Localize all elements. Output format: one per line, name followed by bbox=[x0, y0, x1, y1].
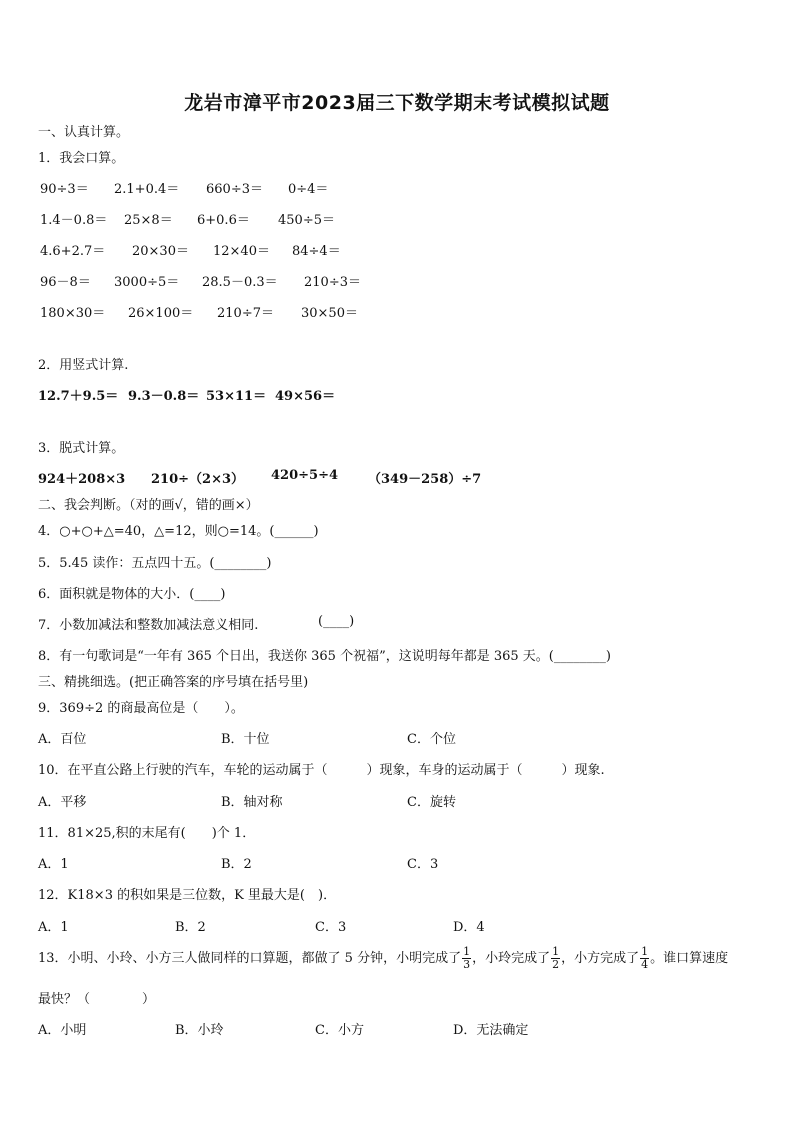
question-9-stem: 9．369÷2 的商最高位是（ ）。 bbox=[38, 701, 244, 716]
calc-item: 660÷3＝ bbox=[206, 182, 263, 197]
calc-item: 3000÷5＝ bbox=[114, 275, 180, 290]
step-calc-item: 420÷5÷4 bbox=[271, 468, 339, 483]
question-13-stem bbox=[38, 944, 728, 974]
option-d: D．无法确定 bbox=[453, 1023, 529, 1038]
calc-item: 6+0.6＝ bbox=[197, 213, 250, 228]
calc-item: 0÷4＝ bbox=[288, 182, 329, 197]
vertical-calc-item: 53×11＝ bbox=[206, 389, 267, 404]
option-a: A．平移 bbox=[38, 795, 87, 810]
section-heading-2: 二、我会判断。（对的画√，错的画×） bbox=[38, 498, 259, 513]
option-a: A．小明 bbox=[38, 1023, 87, 1038]
step-calc-item: 210÷（2×3） bbox=[151, 472, 245, 487]
calc-item: 84÷4＝ bbox=[292, 244, 341, 259]
q13-stem-part: 13．小明、小玲、小方三人做同样的口算题，都做了 5 分钟，小明完成了 bbox=[38, 951, 462, 966]
calc-item: 1.4－0.8＝ bbox=[40, 213, 108, 228]
vertical-calc-item: 49×56＝ bbox=[275, 389, 336, 404]
question-1-label: 1．我会口算。 bbox=[38, 151, 125, 166]
option-c: C．3 bbox=[315, 920, 347, 935]
option-c: C．小方 bbox=[315, 1023, 364, 1038]
fraction-numerator: 1 bbox=[641, 945, 649, 958]
calc-item: 12×40＝ bbox=[213, 244, 270, 259]
fraction-denominator: 3 bbox=[463, 958, 471, 971]
section-heading-3: 三、精挑细选。(把正确答案的序号填在括号里) bbox=[38, 675, 309, 690]
section-heading-1: 一、认真计算。 bbox=[38, 125, 130, 140]
calc-item: 28.5－0.3＝ bbox=[202, 275, 278, 290]
calc-item: 25×8＝ bbox=[124, 213, 173, 228]
option-a: A．百位 bbox=[38, 732, 87, 747]
q13-stem-part: ，小方完成了 bbox=[561, 951, 640, 966]
option-b: B．小玲 bbox=[175, 1023, 224, 1038]
vertical-calc-item: 12.7＋9.5＝ bbox=[38, 389, 119, 404]
fraction-numerator: 1 bbox=[552, 945, 560, 958]
q13-stem-part: 。谁口算速度 bbox=[650, 951, 729, 966]
calc-item: 4.6+2.7＝ bbox=[40, 244, 106, 259]
question-7: 7．小数加减法和整数加减法意义相同. bbox=[38, 618, 259, 633]
calc-item: 90÷3＝ bbox=[40, 182, 89, 197]
option-b: B．2 bbox=[221, 857, 252, 872]
calc-item: 20×30＝ bbox=[132, 244, 189, 259]
question-2-label: 2．用竖式计算. bbox=[38, 358, 129, 373]
fraction-one-quarter bbox=[640, 946, 649, 971]
page-title: 龙岩市漳平市2023届三下数学期末考试模拟试题 bbox=[184, 92, 610, 114]
calc-item: 210÷3＝ bbox=[304, 275, 361, 290]
option-c: C．个位 bbox=[407, 732, 456, 747]
option-d: D．4 bbox=[453, 920, 485, 935]
fraction-numerator: 1 bbox=[463, 945, 471, 958]
option-c: C．旋转 bbox=[407, 795, 456, 810]
q13-stem-part: ，小玲完成了 bbox=[472, 951, 551, 966]
question-11-stem: 11．81×25,积的末尾有( )个 1． bbox=[38, 826, 256, 841]
question-4: 4．○+○+△=40，△=12，则○=14。(______) bbox=[38, 524, 319, 539]
fraction-denominator: 2 bbox=[552, 958, 560, 971]
option-b: B．2 bbox=[175, 920, 206, 935]
question-8: 8．有一句歌词是“一年有 365 个日出，我送你 365 个祝福”，这说明每年都是 365 天。(________) bbox=[38, 649, 611, 664]
question-13-line2: 最快？（ ） bbox=[38, 992, 156, 1007]
step-calc-item: （349－258）÷7 bbox=[368, 472, 482, 487]
calc-item: 96－8＝ bbox=[40, 275, 91, 290]
question-5: 5．5.45 读作：五点四十五。(________) bbox=[38, 556, 272, 571]
fraction-one-half bbox=[551, 946, 560, 971]
calc-item: 26×100＝ bbox=[128, 306, 194, 321]
calc-item: 210÷7＝ bbox=[217, 306, 274, 321]
question-7-blank: (____) bbox=[318, 614, 355, 629]
option-a: A．1 bbox=[38, 920, 69, 935]
option-c: C．3 bbox=[407, 857, 439, 872]
option-b: B．轴对称 bbox=[221, 795, 283, 810]
question-3-label: 3．脱式计算。 bbox=[38, 441, 125, 456]
question-10-stem: 10．在平直公路上行驶的汽车，车轮的运动属于（ ）现象，车身的运动属于（ ）现象. bbox=[38, 763, 605, 778]
calc-item: 2.1+0.4＝ bbox=[114, 182, 180, 197]
question-6: 6．面积就是物体的大小．(____) bbox=[38, 587, 226, 602]
calc-item: 450÷5＝ bbox=[278, 213, 335, 228]
option-a: A．1 bbox=[38, 857, 69, 872]
question-12-stem: 12．K18×3 的积如果是三位数，K 里最大是( )． bbox=[38, 888, 337, 903]
vertical-calc-item: 9.3－0.8＝ bbox=[128, 389, 200, 404]
fraction-denominator: 4 bbox=[641, 958, 649, 971]
step-calc-item: 924＋208×3 bbox=[38, 472, 126, 487]
calc-item: 180×30＝ bbox=[40, 306, 106, 321]
fraction-one-third bbox=[462, 946, 471, 971]
option-b: B．十位 bbox=[221, 732, 270, 747]
calc-item: 30×50＝ bbox=[301, 306, 358, 321]
